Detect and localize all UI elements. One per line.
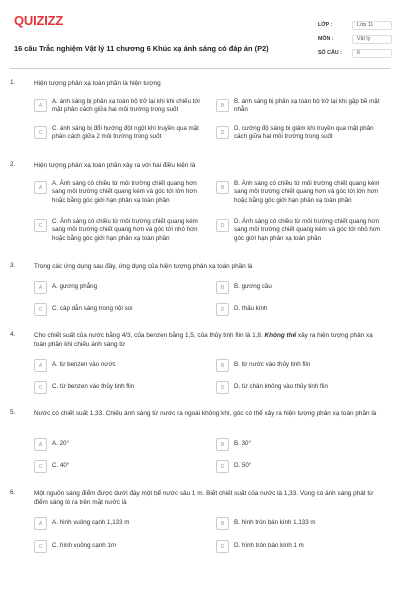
question-text: Hiện tượng phản xạ toàn phần là hiện tượng xyxy=(34,80,161,87)
question-number: 1. xyxy=(10,79,16,86)
option-letter-box: B xyxy=(216,99,229,112)
option-text: D. 50° xyxy=(234,462,252,469)
option-text: C. cáp dẫn sáng trong nội soi xyxy=(52,305,133,312)
option-d[interactable] xyxy=(216,380,388,394)
option-letter-box: C xyxy=(34,219,47,232)
option-a[interactable] xyxy=(34,437,206,451)
option-text: A. gương phẳng xyxy=(52,283,98,290)
question-text-end: xảy ra hiện tượng phản xạ toàn phần khi chiếu ánh sáng từ xyxy=(34,332,373,348)
option-text: D. thấu kính xyxy=(234,305,268,312)
option-text: B. từ nước vào thủy tinh flin xyxy=(234,361,311,368)
option-b[interactable] xyxy=(216,437,388,451)
header-divider xyxy=(10,68,390,69)
option-text: A. ánh sáng bị phản xạ toàn bộ trở lại khi khi chiếu tới mặt phân cách giữa hai môi trường trong suốt xyxy=(52,98,200,114)
meta-panel xyxy=(318,18,394,60)
meta-value: Vật lý xyxy=(352,35,392,44)
question-text-start: Cho chiết suất của nước bằng 4/3, của benzen bằng 1,5, của thủy tinh flin là 1,8. xyxy=(34,332,265,339)
option-letter-box: D xyxy=(216,126,229,139)
meta-value: 6 xyxy=(352,49,392,58)
option-letter-box: D xyxy=(216,219,229,232)
option-text: D. cường độ sáng bị giảm khi truyền qua mặt phân cách giữa hai môi trường trong suốt xyxy=(234,125,374,141)
option-letter-box: C xyxy=(34,540,47,553)
option-letter-box: D xyxy=(216,460,229,473)
option-text: B. Ánh sáng có chiều từ môi trường chiết quang kém sang môi trường chiết quang hơn và góc tới lớn hơn hoặc bằng góc giới hạn phản xạ toàn phần xyxy=(234,180,380,204)
meta-value: Lớp 11 xyxy=(352,21,392,30)
meta-row-subject xyxy=(318,32,394,46)
option-text: B. gương cầu xyxy=(234,283,272,290)
option-b[interactable] xyxy=(216,180,388,205)
option-text: A. Ánh sáng có chiều từ môi trường chiết quang hơn sang môi trường chiết quang kém và góc tới lớn hơn hoặc bằng góc giới hạn phản xạ toàn phần xyxy=(52,180,197,204)
question-text: Trong các ứng dụng sau đây, ứng dụng của hiện tượng phản xạ toàn phần là xyxy=(34,263,253,270)
option-text: C. hình vuông cạnh 1m xyxy=(52,542,116,549)
option-c[interactable] xyxy=(34,459,206,473)
option-letter-box: C xyxy=(34,126,47,139)
option-letter-box: A xyxy=(34,517,47,530)
meta-row-class xyxy=(318,18,394,32)
meta-row-count xyxy=(318,46,394,60)
option-text: C. 40° xyxy=(52,462,70,469)
question-number: 2. xyxy=(10,161,16,168)
question-number: 4. xyxy=(10,331,16,338)
option-letter-box: A xyxy=(34,281,47,294)
option-text: C. ánh sáng bị đổi hướng đột ngột khi truyền qua mặt phân cách giữa 2 môi trường trong suốt xyxy=(52,125,199,141)
question-text xyxy=(34,331,386,349)
question-text: Hiện tượng phản xạ toàn phần xảy ra với hai điều kiện là xyxy=(34,162,196,169)
option-a[interactable] xyxy=(34,98,206,115)
option-c[interactable] xyxy=(34,125,206,142)
option-a[interactable] xyxy=(34,516,206,530)
option-letter-box: A xyxy=(34,99,47,112)
option-a[interactable] xyxy=(34,358,206,372)
option-letter-box: B xyxy=(216,181,229,194)
option-c[interactable] xyxy=(34,539,206,553)
option-letter-box: C xyxy=(34,381,47,394)
option-letter-box: C xyxy=(34,460,47,473)
option-letter-box: D xyxy=(216,540,229,553)
option-letter-box: A xyxy=(34,181,47,194)
option-text: B. hình tròn bán kính 1,133 m xyxy=(234,519,316,526)
option-text: D. Ánh sáng có chiều từ môi trường chiết quang hơn sang môi trường chiết quang kém và góc tới nhỏ hơn góc giới hạn phản xạ toàn phần xyxy=(234,218,381,242)
option-text: A. 20° xyxy=(52,440,69,447)
option-c[interactable] xyxy=(34,218,206,243)
question-number: 3. xyxy=(10,262,16,269)
option-letter-box: B xyxy=(216,281,229,294)
option-b[interactable] xyxy=(216,358,388,372)
option-letter-box: D xyxy=(216,303,229,316)
option-letter-box: A xyxy=(34,359,47,372)
option-letter-box: B xyxy=(216,359,229,372)
worksheet-header xyxy=(10,8,390,56)
option-letter-box: B xyxy=(216,438,229,451)
option-d[interactable] xyxy=(216,539,388,553)
option-d[interactable] xyxy=(216,302,388,316)
option-a[interactable] xyxy=(34,280,206,294)
option-letter-box: A xyxy=(34,438,47,451)
option-c[interactable] xyxy=(34,380,206,394)
option-d[interactable] xyxy=(216,218,388,243)
meta-label: SỐ CÂU : xyxy=(318,50,342,56)
option-text: A. hình vuông cạnh 1,133 m xyxy=(52,519,130,526)
option-letter-box: B xyxy=(216,517,229,530)
meta-label: LỚP : xyxy=(318,22,333,28)
question-text: Nước có chiết suất 1,33. Chiếu ánh sáng từ nước ra ngoài không khí, góc có thể xảy ra hiện tượng phản xạ toàn phần là xyxy=(34,410,377,417)
option-text: C. Ánh sáng có chiều từ môi trường chiết quang kém sang môi trường chiết quang hơn và góc tới nhỏ hơn hoặc bằng góc giới hạn phản xạ toàn phần xyxy=(52,218,198,242)
option-letter-box: D xyxy=(216,381,229,394)
option-text: D. hình tròn bán kính 1 m xyxy=(234,542,304,549)
option-text: B. ánh sáng bị phản xạ toàn bộ trở lại khi gặp bề mặt nhẵn xyxy=(234,98,380,114)
page-title: 16 câu Trắc nghiệm Vật lý 11 chương 6 Khúc xạ ánh sáng có đáp án (P2) xyxy=(14,44,269,53)
option-text: C. từ benzen vào thủy tinh flin xyxy=(52,383,135,390)
option-letter-box: C xyxy=(34,303,47,316)
question-emphasis: Không thể xyxy=(264,332,297,339)
question-text: Một nguồn sáng điểm được dưới đáy một bể nước sâu 1 m. Biết chiết suất của nước là 1,33. Vùng có ánh sáng phát từ điểm sáng ló ra trên mặt nước là xyxy=(34,490,374,506)
option-b[interactable] xyxy=(216,516,388,530)
quizizz-logo: QUIZIZZ xyxy=(14,13,64,28)
option-text: A. từ benzen vào nước xyxy=(52,361,116,368)
question-number: 5. xyxy=(10,409,16,416)
option-c[interactable] xyxy=(34,302,206,316)
option-text: D. từ chân không vào thủy tinh flin xyxy=(234,383,328,390)
option-a[interactable] xyxy=(34,180,206,205)
option-b[interactable] xyxy=(216,280,388,294)
option-b[interactable] xyxy=(216,98,388,115)
meta-label: MÔN : xyxy=(318,36,334,42)
option-d[interactable] xyxy=(216,125,388,142)
option-d[interactable] xyxy=(216,459,388,473)
option-text: B. 30° xyxy=(234,440,251,447)
question-number: 6. xyxy=(10,489,16,496)
